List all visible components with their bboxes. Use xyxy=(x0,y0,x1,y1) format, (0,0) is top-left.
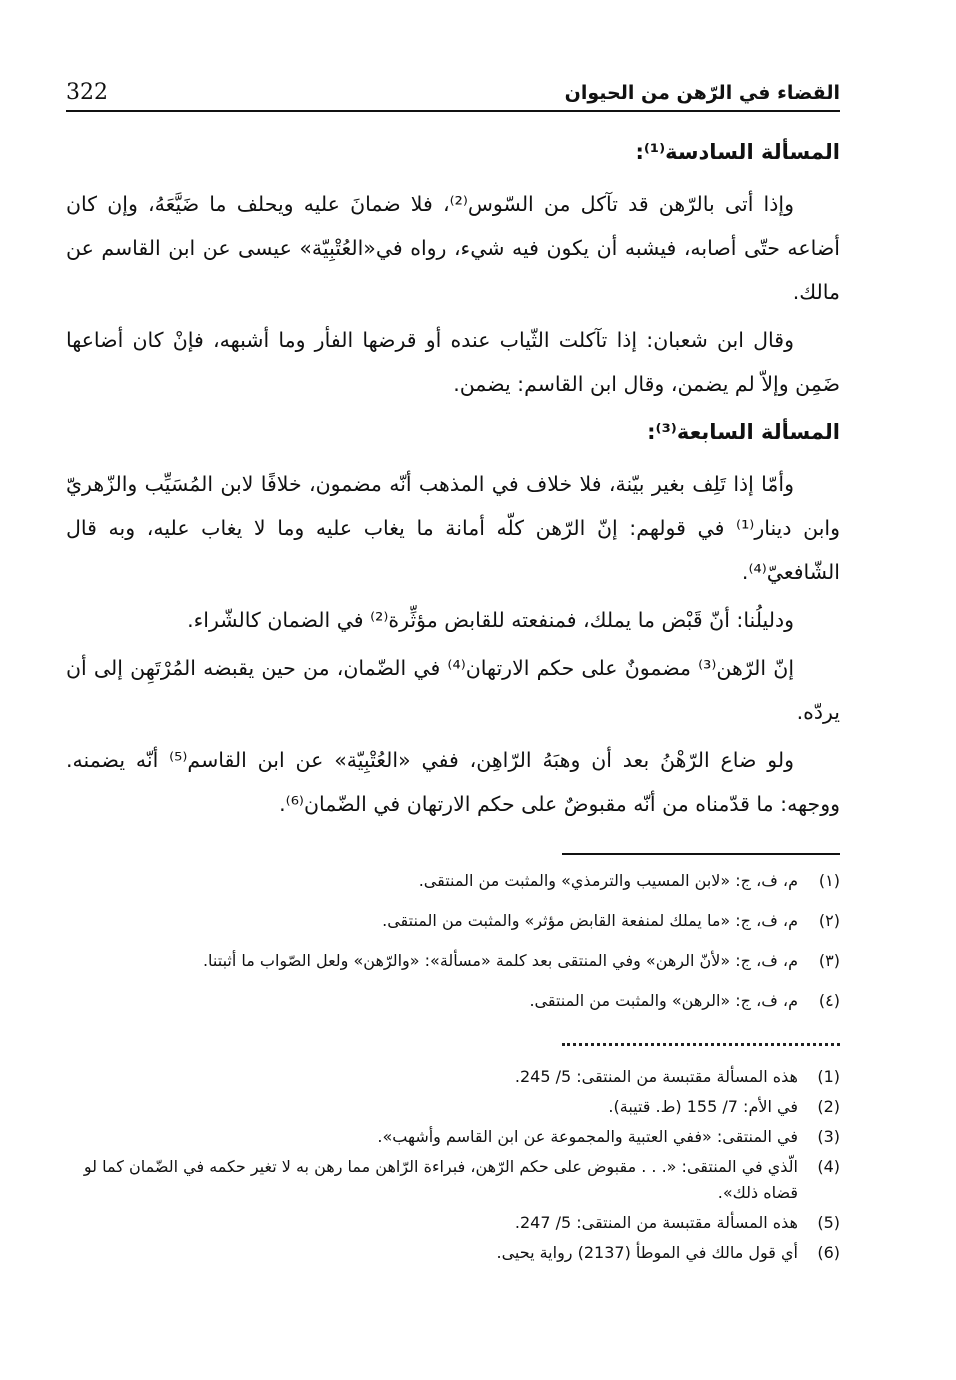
footnote-text: هذه المسألة مقتبسة من المنتقى: 5/ 247. xyxy=(514,1213,798,1232)
section-heading-7: المسألة السابعة⁽³⁾: xyxy=(647,420,840,444)
paragraph: ودليلُنا: أنّ قَبْض ما يملك، فمنفعته للقابض مؤثِّرة⁽²⁾ في الضمان كالشّراء. xyxy=(187,608,794,632)
footnote-number: (٢) xyxy=(818,911,840,930)
footnote-number: (6) xyxy=(817,1243,840,1262)
footnote-number: (١) xyxy=(818,871,840,890)
footnote-text: في الأم: 7/ 155 (ط. قتيبة). xyxy=(608,1097,798,1116)
paragraph: ولو ضاع الرّهْنُ بعد أن وهبَهُ الرّاهِن، ففي «العُتْبِيّة» عن ابن القاسم⁽⁵⁾ أنّه يضمنه. ووجهه: ما قدّمناه من أنّه مقبوضٌ على حكم الارتهان في الضّمان⁽⁶⁾. xyxy=(66,748,840,816)
footnote-text: م، ف، ج: «الرهن» والمثبت من المنتقى. xyxy=(529,991,798,1010)
footnote-number: (5) xyxy=(817,1213,840,1232)
footnote-item xyxy=(66,1064,840,1090)
footnote-item xyxy=(66,908,840,934)
page-header xyxy=(66,70,840,112)
footnote-number: (3) xyxy=(817,1127,840,1146)
footnote-separator xyxy=(562,853,840,855)
running-title: القضاء في الرّهن من الحيوان xyxy=(564,82,840,104)
footnote-number: (1) xyxy=(817,1067,840,1086)
footnote-item xyxy=(66,988,840,1014)
footnote-text: م، ف، ج: «ما يملك لمنفعة القابض مؤثر» والمثبت من المنتقى. xyxy=(382,911,798,930)
footnote-item xyxy=(66,868,840,894)
footnote-number: (4) xyxy=(817,1157,840,1176)
main-text xyxy=(66,126,840,830)
footnote-dotted-separator xyxy=(562,1043,840,1046)
footnote-number: (٣) xyxy=(818,951,840,970)
paragraph: وإذا أتى بالرّهن قد تآكل من السّوس⁽²⁾، فلا ضمانَ عليه ويحلف ما ضَيَّعَهُ، وإن كان أضاعه حتّى أصابه، فيشبه أن يكون فيه شيء، رواه في«العُتْبِيّة» عيسى عن ابن القاسم عن مالك. xyxy=(66,192,840,304)
footnote-item xyxy=(66,1154,840,1206)
footnote-number: (٤) xyxy=(818,991,840,1010)
footnote-text: في المنتقى: «ففي العتبية والمجموعة عن ابن القاسم وأشهب». xyxy=(377,1127,798,1146)
footnote-text: م، ف، ج: «لأنّ الرهن» وفي المنتقى بعد كلمة «مسألة»: «والرّهن» ولعل الصّواب ما أثبتنا. xyxy=(202,951,798,970)
footnote-text: أي قول مالك في الموطأ (2137) رواية يحيى. xyxy=(496,1243,798,1262)
footnotes-apparatus xyxy=(66,868,840,1028)
paragraph: وقال ابن شعبان: إذا تآكلت الثّياب عنده أو قرضها الفأر وما أشبهه، فإنْ كان أضاعها ضَمِن وإلاّ لم يضمن، وقال ابن القاسم: يضمن. xyxy=(66,328,840,396)
page-number: 322 xyxy=(66,80,108,105)
footnote-text: م، ف، ج: «لابن المسيب والترمذي» والمثبت من المنتقى. xyxy=(418,871,798,890)
paragraph: إنّ الرّهن⁽³⁾ مضمونٌ على حكم الارتهان⁽⁴⁾ في الضّمان، من حين يقبضه المُرْتَهِن إلى أن يردّه. xyxy=(66,656,840,724)
section-heading-6: المسألة السادسة⁽¹⁾: xyxy=(635,140,840,164)
footnote-text: هذه المسألة مقتبسة من المنتقى: 5/ 245. xyxy=(514,1067,798,1086)
footnote-text: الّذي في المنتقى: «. . . مقبوض على حكم الرّهن، فبراءة الرّاهن مما رهن به لا تغير حكمه في الضّمان كما لو قضاه ذلك». xyxy=(83,1157,798,1202)
footnotes-references xyxy=(66,1064,840,1270)
paragraph: وأمّا إذا تَلِف بغير بيّنة، فلا خلاف في المذهب أنّه مضمون، خلافًا لابن المُسَيِّب والزّهريّ وابن دينار⁽¹⁾ في قولهم: إنّ الرّهن كلّه أمانة ما يغاب عليه وما لا يغاب عليه، وبه قال الشّافعيّ⁽⁴⁾. xyxy=(66,472,840,584)
footnote-item xyxy=(66,1210,840,1236)
footnote-number: (2) xyxy=(817,1097,840,1116)
footnote-item xyxy=(66,1240,840,1266)
footnote-item xyxy=(66,1094,840,1120)
footnote-item xyxy=(66,1124,840,1150)
footnote-item xyxy=(66,948,840,974)
